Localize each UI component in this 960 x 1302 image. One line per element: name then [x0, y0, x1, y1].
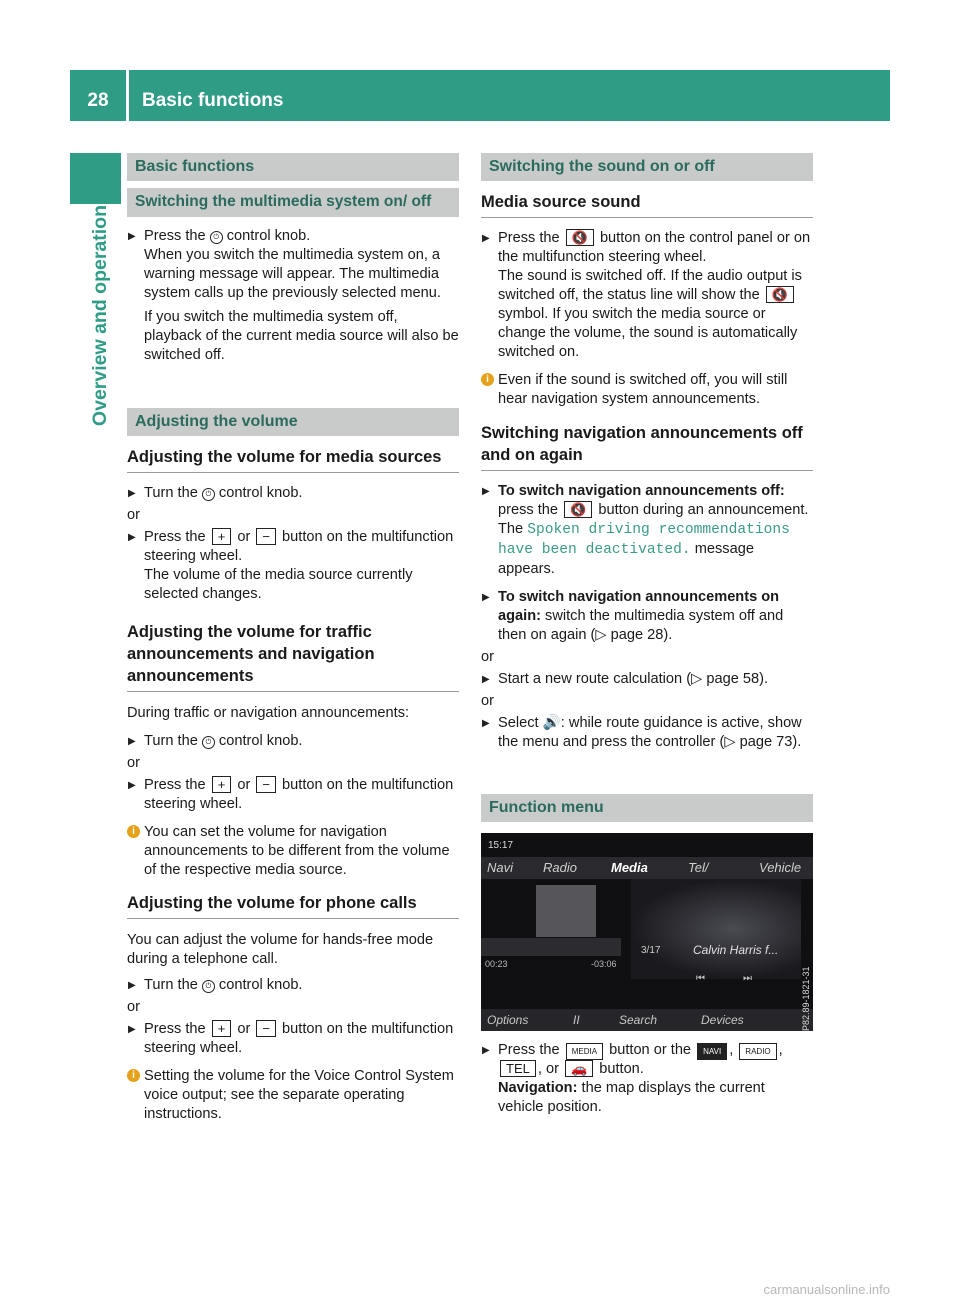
info-text: Setting the volume for the Voice Control System voice output; see the separate operating instructions.	[144, 1068, 454, 1122]
plus-key-icon: +	[212, 1020, 232, 1037]
track-number: 3/17	[641, 945, 661, 956]
step-text: Press the	[144, 529, 210, 545]
step-press-volume	[127, 776, 459, 814]
traffic-intro: During traffic or navigation announcements:	[127, 705, 410, 721]
minus-key-icon: −	[256, 1020, 276, 1037]
info-voice	[127, 1067, 459, 1124]
info-text: Even if the sound is switched off, you will still hear navigation system announcements.	[498, 372, 788, 407]
previous-track-icon: ⏮	[696, 973, 705, 984]
pause-icon: II	[573, 1013, 580, 1027]
media-key-icon: MEDIA	[566, 1043, 603, 1060]
screen-search: Search	[619, 1013, 658, 1027]
minus-key-icon: −	[256, 528, 276, 545]
radio-key-icon: RADIO	[739, 1043, 776, 1060]
screen-menu-media: Media	[611, 860, 648, 875]
right-column	[481, 153, 813, 1117]
voice-output-icon: 🔊	[542, 715, 561, 731]
screen-options: Options	[487, 1013, 529, 1027]
function-menu-screenshot	[481, 833, 813, 1031]
step-press-volume	[127, 528, 459, 604]
plus-key-icon: +	[212, 528, 232, 545]
page-number: 28	[87, 90, 109, 111]
step-text: button on the multifunction steering wheel.	[144, 777, 454, 812]
info-icon: i	[481, 373, 494, 386]
watermark: carmanualsonline.info	[763, 1282, 890, 1297]
step-text: or	[233, 529, 255, 545]
step-text: Press the	[498, 230, 564, 246]
power-knob-icon: ⏻	[202, 488, 215, 501]
info-icon: i	[127, 1069, 140, 1082]
step-text: or	[233, 1021, 255, 1037]
screen-devices: Devices	[701, 1013, 744, 1027]
heading-nav-announcements: Switching navigation announcements off and on again	[481, 422, 813, 471]
or-text: or	[481, 649, 494, 665]
step-text: button on the control panel or on the multifunction steering wheel.	[498, 230, 811, 265]
side-section-text: Overview and operation	[89, 205, 111, 427]
info-icon: i	[127, 825, 140, 838]
vehicle-key-icon: 🚗	[565, 1060, 593, 1077]
or-text: or	[481, 693, 494, 709]
section-band-sound: Switching the sound on or off	[481, 153, 813, 181]
section-band-volume: Adjusting the volume	[127, 408, 459, 436]
step-text: Select	[498, 715, 543, 731]
remaining-time: -03:06	[591, 959, 617, 969]
step-turn-knob	[127, 732, 459, 751]
step-note: If you switch the multimedia system off, playback of the current media source will also be switched off.	[144, 309, 459, 363]
step-select-voice	[481, 714, 813, 752]
step-bold: To switch navigation announcements off:	[498, 483, 785, 499]
step-route: ▶ Start a new route calculation (▷ page 58).	[481, 670, 813, 689]
section-band-switch-system: Switching the multimedia system on/ off	[127, 188, 459, 217]
step-nav-off	[481, 482, 813, 579]
power-knob-icon: ⏻	[202, 980, 215, 993]
screen-clock: 15:17	[488, 840, 514, 851]
power-knob-icon: ⏻	[202, 736, 215, 749]
step-text: button or the	[605, 1042, 696, 1058]
side-tab-block	[70, 153, 121, 204]
info-text: You can set the volume for navigation announcements to be different from the volume of the respective media source.	[144, 824, 450, 878]
heading-media-sound: Media source sound	[481, 191, 813, 218]
or-text: or	[127, 507, 140, 523]
step-text: Turn the	[144, 485, 202, 501]
step-press-knob	[127, 227, 459, 365]
elapsed-time: 00:23	[485, 959, 508, 969]
page-title: Basic functions	[142, 90, 284, 111]
step-result: The volume of the media source currently selected changes.	[144, 567, 413, 602]
mute-icon: 🔇	[564, 501, 592, 518]
navi-key-icon: NAVI	[697, 1043, 727, 1060]
screen-main-menu	[481, 857, 813, 879]
mute-icon: 🔇	[766, 286, 794, 303]
side-section-label	[89, 205, 112, 485]
step-text: control knob.	[222, 228, 311, 244]
heading-media-volume: Adjusting the volume for media sources	[127, 446, 459, 473]
step-bold: Navigation:	[498, 1080, 578, 1096]
step-text: The	[498, 521, 528, 537]
or-text: or	[127, 999, 140, 1015]
step-text: button.	[595, 1061, 644, 1077]
header-divider	[126, 70, 129, 121]
screen-background-glow	[631, 879, 801, 979]
artist-name: Calvin Harris f...	[693, 943, 779, 957]
step-bold: To switch navigation announcements on again:	[498, 589, 780, 624]
step-press-volume	[127, 1020, 459, 1058]
step-text: the map displays the current vehicle position.	[498, 1080, 765, 1115]
step-text: control knob.	[214, 977, 303, 993]
screen-menu-navi: Navi	[487, 860, 514, 875]
mute-icon: 🔇	[566, 229, 594, 246]
heading-traffic-volume: Adjusting the volume for traffic announcements and navigation announcements	[127, 621, 459, 692]
or-text: or	[127, 755, 140, 771]
step-function-menu	[481, 1041, 813, 1117]
step-text: press the	[498, 502, 563, 518]
section-band-function-menu: Function menu	[481, 794, 813, 822]
step-text: : while route guidance is active, show the menu and press the controller (▷ page 73).	[498, 715, 802, 750]
screen-menu-tel: Tel/	[688, 860, 709, 875]
step-text: control knob.	[214, 485, 303, 501]
step-text: Press the	[498, 1042, 564, 1058]
phone-intro: You can adjust the volume for hands-free mode during a telephone call.	[127, 932, 434, 967]
step-text: control knob.	[214, 733, 303, 749]
step-text: Press the	[144, 1021, 210, 1037]
info-nav-still	[481, 371, 813, 409]
screen-menu-radio: Radio	[543, 860, 577, 875]
heading-phone-volume: Adjusting the volume for phone calls	[127, 892, 459, 919]
power-knob-icon: ⏻	[210, 231, 223, 244]
tel-key-icon: TEL	[500, 1060, 536, 1077]
step-text: message appears.	[498, 541, 754, 577]
screen-bottom-menu	[481, 1009, 813, 1031]
track-progress-bar	[481, 938, 621, 956]
image-code: P82.89-1821-31	[801, 966, 811, 1031]
left-column	[127, 153, 459, 1124]
step-text: ,	[778, 1042, 783, 1058]
screen-menu-vehicle: Vehicle	[759, 860, 802, 875]
step-text: or	[233, 777, 255, 793]
step-text: button on the multifunction steering wheel.	[144, 1021, 454, 1056]
minus-key-icon: −	[256, 776, 276, 793]
section-band-basic-functions: Basic functions	[127, 153, 459, 181]
step-result: The sound is switched off. If the audio output is switched off, the status line will show the	[498, 268, 802, 303]
step-turn-knob	[127, 976, 459, 995]
step-text: Turn the	[144, 977, 202, 993]
step-text: button on the multifunction steering wheel.	[144, 529, 454, 564]
next-track-icon: ⏭	[743, 973, 752, 984]
plus-key-icon: +	[212, 776, 232, 793]
step-text: ,	[729, 1042, 738, 1058]
info-traffic	[127, 823, 459, 880]
step-text: button during an announcement.	[594, 502, 809, 518]
step-turn-knob	[127, 484, 459, 503]
step-text: , or	[537, 1061, 563, 1077]
step-nav-on	[481, 588, 813, 645]
step-text: Press the	[144, 228, 210, 244]
album-art	[536, 885, 596, 937]
step-text: Press the	[144, 777, 210, 793]
step-text: Turn the	[144, 733, 202, 749]
step-result: When you switch the multimedia system on, a warning message will appear. The multimedia system calls up the previously selected menu.	[144, 247, 441, 301]
step-mute	[481, 229, 813, 362]
step-text: switch the multimedia system off and then on again (▷ page 28).	[498, 608, 784, 643]
display-message: Spoken driving recommendations have been deactivated.	[498, 522, 790, 558]
step-result: symbol. If you switch the media source or change the volume, the sound is automatically switched on.	[498, 306, 798, 360]
